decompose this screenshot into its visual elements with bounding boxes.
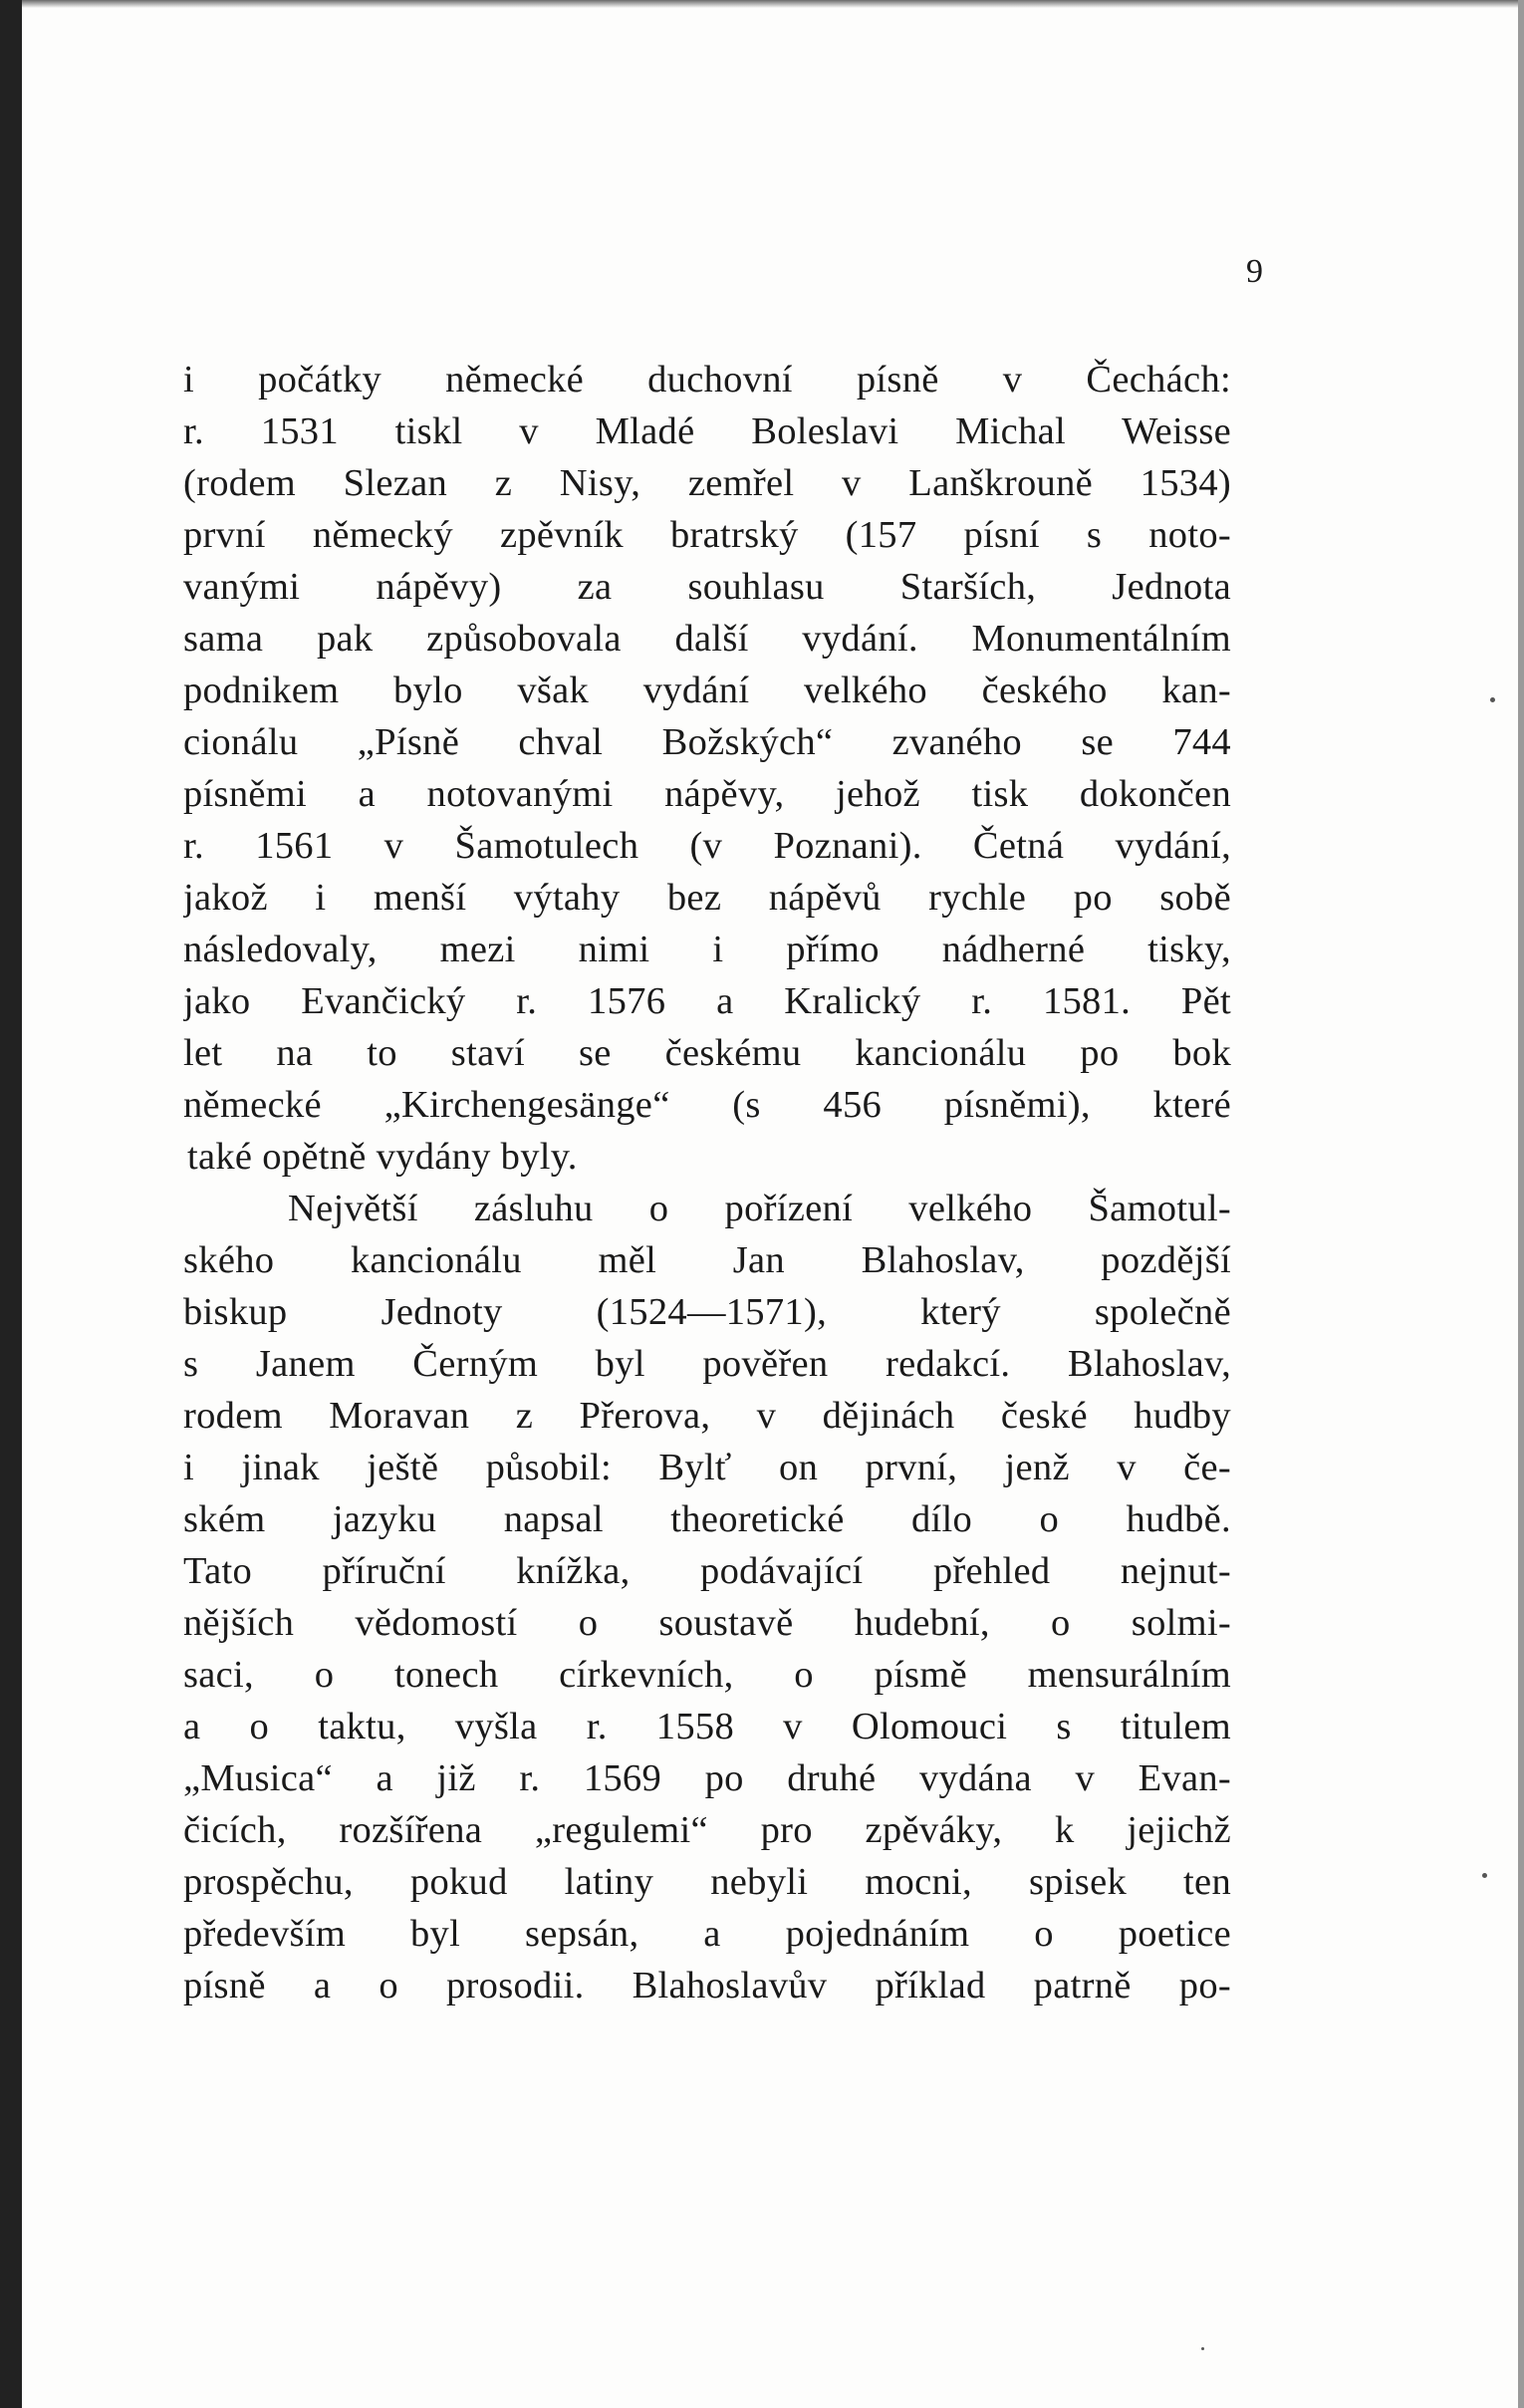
text-line: jakož i menší výtahy bez nápěvů rychle po sobě — [183, 877, 1231, 919]
text-line: Největší zásluhu o pořízení velkého Šamotul- — [288, 1188, 1231, 1229]
text-line: také opětně vydány byly. — [187, 1136, 578, 1178]
text-line: r. 1531 tiskl v Mladé Boleslavi Michal Weisse — [183, 410, 1231, 452]
text-line: r. 1561 v Šamotulech (v Poznani). Četná vydání, — [183, 825, 1231, 867]
text-line: biskup Jednoty (1524—1571), který společně — [183, 1291, 1231, 1333]
text-line: prospěchu, pokud latiny nebyli mocni, spisek ten — [183, 1861, 1231, 1903]
text-line: i jinak ještě působil: Bylť on první, jenž v če- — [183, 1447, 1231, 1488]
text-line: let na to staví se českému kancionálu po bok — [183, 1032, 1231, 1074]
text-line: jako Evančický r. 1576 a Kralický r. 1581. Pět — [183, 980, 1231, 1022]
body-text — [183, 354, 1231, 2011]
text-line: písně a o prosodii. Blahoslavův příklad patrně po- — [183, 1965, 1231, 2007]
text-line: sama pak způsobovala další vydání. Monumentálním — [183, 618, 1231, 660]
text-line: a o taktu, vyšla r. 1558 v Olomouci s titulem — [183, 1706, 1231, 1747]
text-line: (rodem Slezan z Nisy, zemřel v Lanškrouně 1534) — [183, 462, 1231, 504]
text-line: následovaly, mezi nimi i přímo nádherné tisky, — [183, 929, 1231, 970]
text-line: první německý zpěvník bratrský (157 písní s noto- — [183, 514, 1231, 556]
text-line: cionálu „Písně chval Božských“ zvaného se 744 — [183, 721, 1231, 763]
right-edge — [1518, 0, 1524, 2408]
paper-speck — [1490, 697, 1495, 702]
text-line: především byl sepsán, a pojednáním o poetice — [183, 1913, 1231, 1955]
text-line: ském jazyku napsal theoretické dílo o hudbě. — [183, 1498, 1231, 1540]
text-line: německé „Kirchengesänge“ (s 456 písněmi), které — [183, 1084, 1231, 1126]
text-line: podnikem bylo však vydání velkého českého kan- — [183, 669, 1231, 711]
page-number: 9 — [1246, 253, 1263, 290]
text-line: čicích, rozšířena „regulemi“ pro zpěváky, k jejichž — [183, 1809, 1231, 1851]
paper-speck — [1201, 2347, 1204, 2350]
binding-edge — [0, 0, 22, 2408]
text-line: saci, o tonech církevních, o písmě mensurálním — [183, 1654, 1231, 1696]
top-edge-shadow — [22, 0, 1524, 8]
text-line: „Musica“ a již r. 1569 po druhé vydána v Evan- — [183, 1757, 1231, 1799]
paper-speck — [1482, 1873, 1487, 1878]
text-line: rodem Moravan z Přerova, v dějinách české hudby — [183, 1395, 1231, 1437]
text-line: s Janem Černým byl pověřen redakcí. Blahoslav, — [183, 1343, 1231, 1385]
text-line: Tato příruční knížka, podávající přehled nejnut- — [183, 1550, 1231, 1592]
text-line: ského kancionálu měl Jan Blahoslav, pozdější — [183, 1239, 1231, 1281]
text-line: písněmi a notovanými nápěvy, jehož tisk dokončen — [183, 773, 1231, 815]
text-line: i počátky německé duchovní písně v Čechách: — [183, 359, 1231, 401]
text-line: vanými nápěvy) za souhlasu Starších, Jednota — [183, 566, 1231, 608]
text-line: nějších vědomostí o soustavě hudební, o solmi- — [183, 1602, 1231, 1644]
